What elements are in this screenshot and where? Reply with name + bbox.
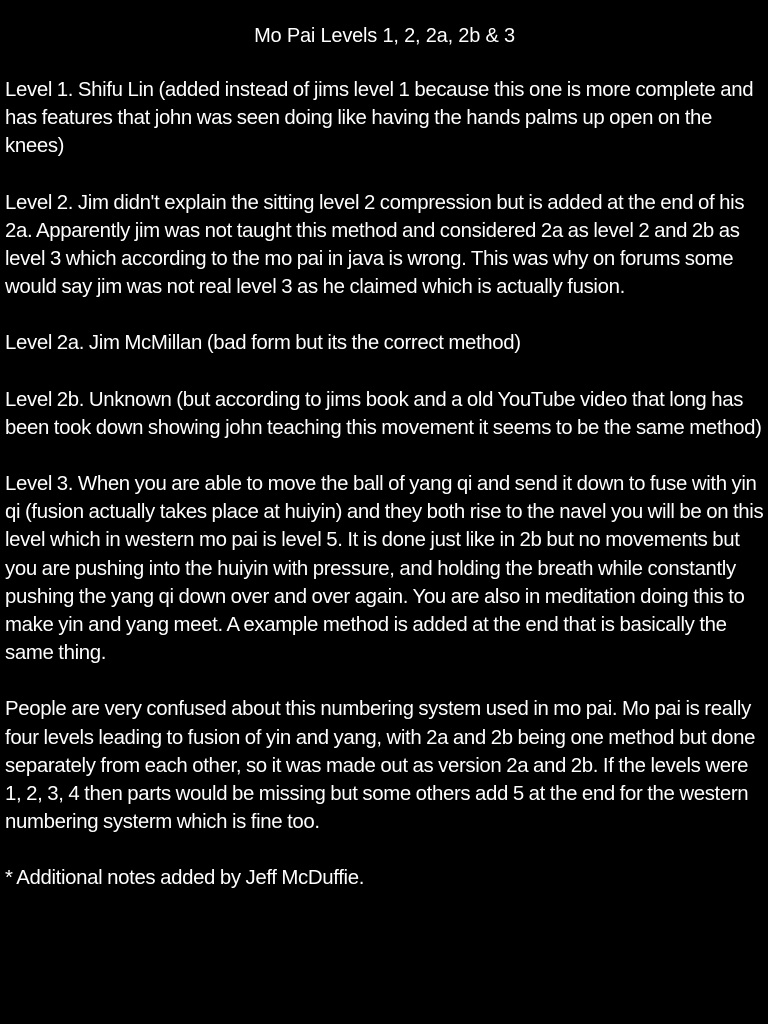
document-title: Mo Pai Levels 1, 2, 2a, 2b & 3 xyxy=(254,25,515,47)
paragraph-numbering-explanation: People are very confused about this numbering system used in mo pai. Mo pai is really four levels leading to fusion of yin and yang, with 2a and 2b being one method but done separately from each other, so it was made out as version 2a and 2b. If the levels were 1, 2, 3, 4 then parts would be missing but some others add 5 at the end for the western numbering systerm which is fine too. xyxy=(5,698,756,834)
paragraph-level-2a: Level 2a. Jim McMillan (bad form but its the correct method) xyxy=(5,332,521,355)
paragraph-author-note: * Additional notes added by Jeff McDuffie. xyxy=(5,867,365,890)
paragraph-level-2b: Level 2b. Unknown (but according to jims book and a old YouTube video that long has been took down showing john teaching this movement it seems to be the same method) xyxy=(5,388,762,439)
paragraph-level-3: Level 3. When you are able to move the ball of yang qi and send it down to fuse with yin qi (fusion actually takes place at huiyin) and they both rise to the navel you will be on this level which in western mo pai is level 5. It is done just like in 2b but no movements but you are pushing into the huiyin with pressure, and holding the breath while constantly pushing the yang qi down over and over again. You are also in meditation doing this to make yin and yang meet. A example method is added at the end that is basically the same thing. xyxy=(5,473,764,665)
paragraph-level-1: Level 1. Shifu Lin (added instead of jims level 1 because this one is more complete and has features that john was seen doing like having the hands palms up open on the knees) xyxy=(5,79,754,158)
paragraph-level-2: Level 2. Jim didn't explain the sitting level 2 compression but is added at the end of his 2a. Apparently jim was not taught this method and considered 2a as level 2 and 2b as level 3 which according to the mo pai in java is wrong. This was why on forums some would say jim was not real level 3 as he claimed which is actually fusion. xyxy=(5,191,745,299)
